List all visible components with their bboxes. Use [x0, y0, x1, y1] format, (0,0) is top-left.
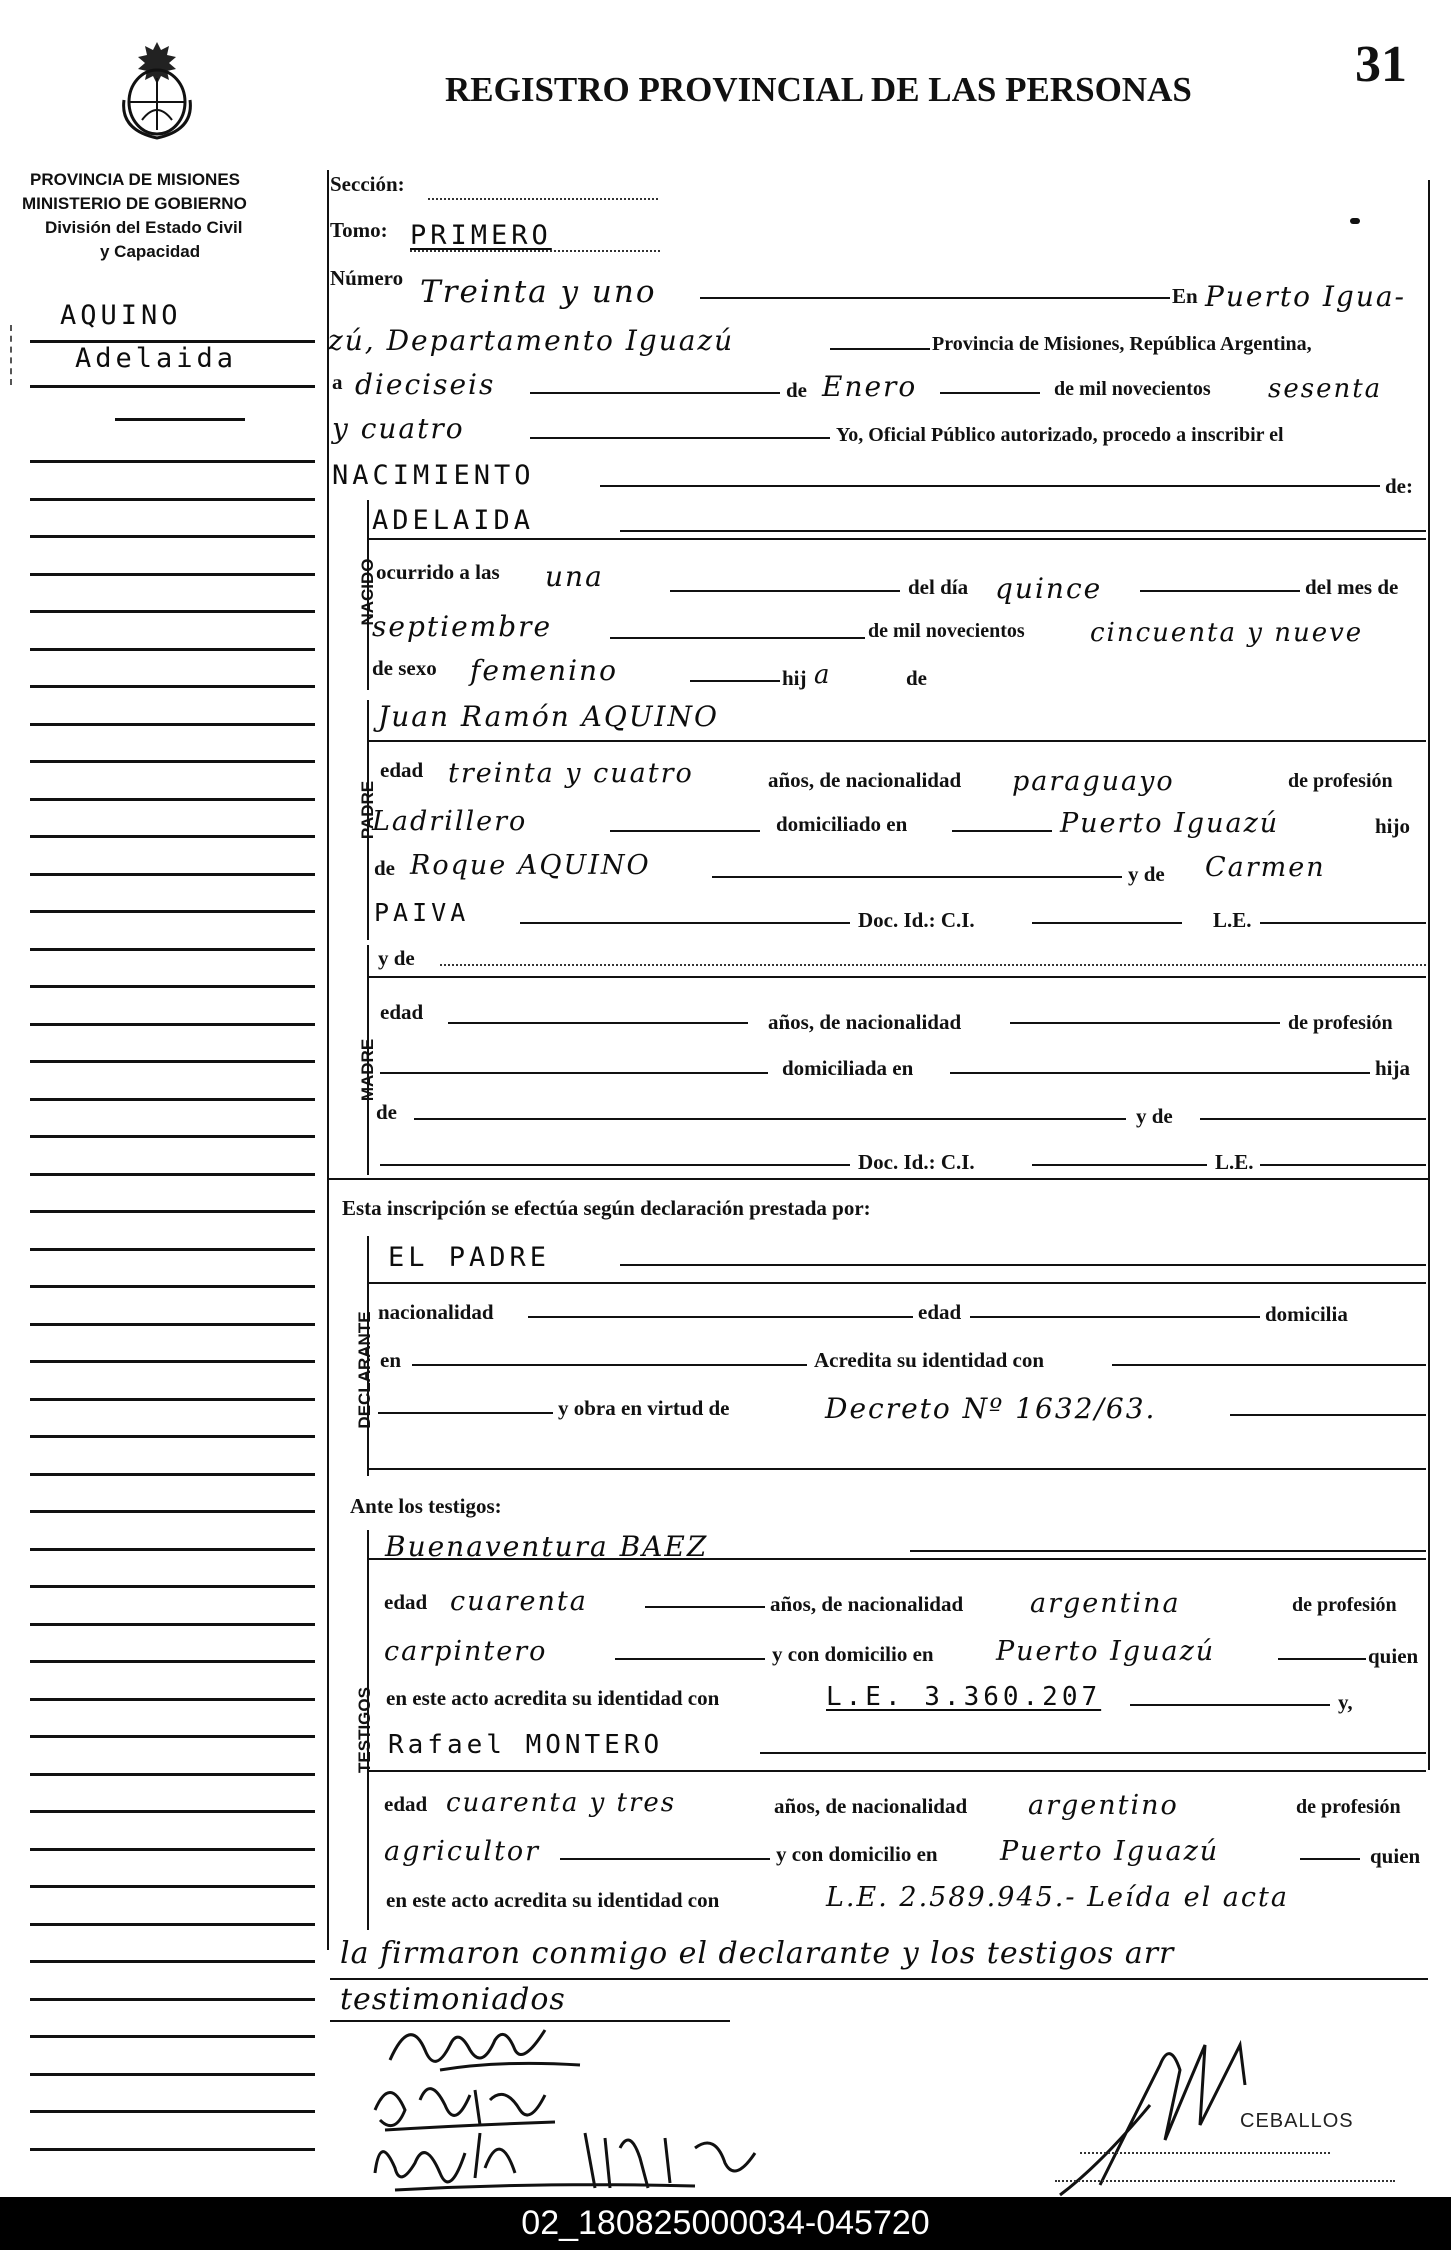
hija-label: hija [1375, 1056, 1411, 1080]
de-label: de [786, 378, 807, 402]
acredita-label: Acredita su identidad con [814, 1348, 1045, 1372]
margin-ruled-line [30, 1773, 315, 1776]
t1-nac-value: argentina [1030, 1588, 1181, 1619]
stamp-text: CEBALLOS [1240, 2110, 1354, 2132]
margin-ruled-line [30, 835, 315, 838]
margin-ruled-line [30, 1360, 315, 1363]
madre-anos-nac-label: años, de nacionalidad [768, 1010, 962, 1034]
margin-ruled-line [30, 1473, 315, 1476]
t1-profesion-label: de profesión [1292, 1594, 1397, 1616]
lugar-line1: Puerto Igua- [1205, 280, 1407, 313]
margin-ruled-line [30, 1135, 315, 1138]
madre-de-label: de [376, 1100, 397, 1124]
en-decl-label: en [380, 1348, 401, 1372]
y-de2-label: y de [378, 946, 415, 970]
margin-ruled-line [30, 1623, 315, 1626]
padre-nac-value: paraguayo [1012, 766, 1175, 797]
margin-ruled-line [30, 1435, 315, 1438]
margin-given-name: Adelaida [75, 343, 238, 374]
margin-ruled-line [30, 760, 315, 763]
y-comma-label: y, [1338, 1690, 1353, 1714]
margin-surname: AQUINO [60, 300, 182, 331]
anio-value-2: y cuatro [332, 412, 465, 445]
margin-ruled-line [30, 1660, 315, 1663]
hij-label: hij [782, 666, 807, 690]
t1-quien-label: quien [1368, 1644, 1419, 1668]
t2-anos-nac-label: años, de nacionalidad [774, 1794, 968, 1818]
margin-ruled-line [30, 2148, 315, 2151]
tipo-value: NACIMIENTO [332, 460, 535, 491]
dia-nac-value: quince [995, 572, 1103, 605]
margin-ruled-line [30, 1510, 315, 1513]
padre-side-label: PADRE [358, 780, 377, 840]
margin-ruled-line [30, 1023, 315, 1026]
t2-profesion-label: de profesión [1296, 1796, 1401, 1818]
abuelo-value: Roque AQUINO [410, 850, 651, 881]
coat-of-arms-seal [112, 30, 202, 140]
province-label: PROVINCIA DE MISIONES [30, 170, 241, 189]
signature-montero [365, 2118, 825, 2203]
padre-edad-value: treinta y cuatro [448, 758, 694, 789]
obra-label: y obra en virtud de [558, 1396, 730, 1420]
margin-ruled-line [30, 873, 315, 876]
doc-id-label: Doc. Id.: C.I. [858, 908, 975, 932]
closing-line-2: testimoniados [340, 1982, 566, 2017]
mes-value: Enero [822, 370, 918, 403]
margin-ruled-line [30, 1173, 315, 1176]
de-colon-label: de: [1385, 474, 1413, 498]
margin-ruled-line [30, 798, 315, 801]
margin-ruled-line [30, 1998, 315, 2001]
margin-ruled-line [30, 723, 315, 726]
t2-edad-label: edad [384, 1792, 428, 1816]
page-title: REGISTRO PROVINCIAL DE LAS PERSONAS [445, 70, 1192, 109]
margin-ruled-line [30, 910, 315, 913]
hij-suffix: a [814, 660, 832, 690]
closing-line-1: la firmaron conmigo el declarante y los testigos arr [340, 1936, 1175, 1971]
provincia-label: Provincia de Misiones, República Argentina, [932, 333, 1312, 355]
yo-oficial-label: Yo, Oficial Público autorizado, procedo a inscribir el [836, 424, 1284, 446]
t2-dom-value: Puerto Iguazú [1000, 1836, 1220, 1867]
madre-le-label: L.E. [1215, 1150, 1254, 1174]
domiciliado-label: domiciliado en [776, 812, 908, 836]
ante-testigos-label: Ante los testigos: [350, 1494, 502, 1518]
t2-acredita-label: en este acto acredita su identidad con [386, 1888, 720, 1912]
madre-profesion-label: de profesión [1288, 1012, 1393, 1034]
t1-edad-value: cuarenta [450, 1586, 588, 1617]
abuela-1-value: Carmen [1205, 852, 1326, 883]
margin-ruled-line [30, 985, 315, 988]
padre-dom-value: Puerto Iguazú [1060, 808, 1280, 839]
page-number: 31 [1355, 36, 1407, 93]
anio-nac-value: cincuenta y nueve [1090, 618, 1364, 648]
tomo-label: Tomo: [330, 218, 388, 242]
ink-mark [1350, 218, 1360, 224]
padre-prof-value: Ladrillero [372, 806, 528, 837]
madre-side-label: MADRE [358, 1038, 377, 1102]
margin-ruled-line [30, 2110, 315, 2113]
nombre-value: ADELAIDA [372, 505, 535, 536]
padre-nombre-value: Juan Ramón AQUINO [378, 700, 719, 733]
capacity-label: y Capacidad [100, 242, 201, 261]
margin-ruled-line [30, 1323, 315, 1326]
margin-ruled-line [30, 1735, 315, 1738]
tomo-value: PRIMERO [410, 220, 552, 251]
anio-value-1: sesenta [1268, 374, 1383, 404]
a-label: a [332, 370, 343, 394]
t2-quien-label: quien [1370, 1844, 1421, 1868]
margin-ruled-line [30, 1398, 315, 1401]
t2-doc-value: L.E. 2.589.945.- Leída el acta [826, 1882, 1289, 1913]
division-label: División del Estado Civil [45, 218, 243, 237]
t1-acredita-label: en este acto acredita su identidad con [386, 1686, 720, 1710]
t1-doc-value: L.E. 3.360.207 [826, 1682, 1102, 1712]
hora-value: una [545, 560, 604, 593]
mes-nac-value: septiembre [372, 610, 553, 643]
margin-ruled-line [30, 573, 315, 576]
margin-ruled-line [30, 460, 315, 463]
margin-ruled-line [30, 1098, 315, 1101]
t2-prof-value: agricultor [384, 1836, 541, 1867]
hijo-label: hijo [1375, 814, 1411, 838]
margin-ruled-line [30, 1210, 315, 1213]
madre-y-de-label: y de [1136, 1104, 1173, 1128]
nacionalidad-label: nacionalidad [378, 1300, 494, 1324]
del-mes-label: del mes de [1305, 575, 1399, 599]
lugar-line2: zú, Departamento Iguazú [328, 324, 735, 357]
de-sexo-label: de sexo [372, 656, 437, 680]
margin-ruled-line [30, 2073, 315, 2076]
de-mil-nov-label: de mil novecientos [1054, 378, 1211, 400]
sexo-value: femenino [470, 654, 618, 687]
margin-ruled-line [30, 1585, 315, 1588]
numero-label: Número [330, 266, 404, 290]
de-mil-nov2-label: de mil novecientos [868, 620, 1025, 642]
t1-anos-nac-label: años, de nacionalidad [770, 1592, 964, 1616]
declarante-value: EL PADRE [388, 1242, 551, 1273]
margin-ruled-line [30, 948, 315, 951]
margin-ruled-line [30, 1923, 315, 1926]
de2-label: de [906, 666, 927, 690]
de-profesion-label: de profesión [1288, 770, 1393, 792]
de3-label: de [374, 856, 395, 880]
t1-edad-label: edad [384, 1590, 428, 1614]
t2-nac-value: argentino [1028, 1790, 1179, 1821]
t1-dom-value: Puerto Iguazú [996, 1636, 1216, 1667]
domiciliada-label: domiciliada en [782, 1056, 914, 1080]
decreto-value: Decreto Nº 1632/63. [825, 1392, 1157, 1425]
margin-ruled-line [30, 1548, 315, 1551]
domicilia-label: domicilia [1265, 1302, 1348, 1326]
le-label: L.E. [1213, 908, 1252, 932]
margin-ruled-line [30, 2035, 315, 2038]
nacido-side-label: NACIDO [358, 558, 377, 626]
seccion-label: Sección: [330, 172, 405, 196]
ocurrido-label: ocurrido a las [376, 560, 500, 584]
margin-ruled-line [30, 1060, 315, 1063]
ministry-label: MINISTERIO DE GOBIERNO [22, 194, 247, 213]
inscripcion-label: Esta inscripción se efectúa según declaración prestada por: [342, 1196, 871, 1220]
y-de-label: y de [1128, 862, 1165, 886]
edad-decl-label: edad [918, 1300, 962, 1324]
margin-ruled-line [30, 1960, 315, 1963]
margin-ruled-line [30, 1698, 315, 1701]
t1-prof-value: carpintero [384, 1636, 548, 1667]
margin-ruled-line [30, 498, 315, 501]
t2-nombre-value: Rafael MONTERO [388, 1730, 664, 1760]
margin-ruled-line [30, 1285, 315, 1288]
t2-edad-value: cuarenta y tres [446, 1788, 677, 1818]
t1-con-domicilio-label: y con domicilio en [772, 1642, 934, 1666]
madre-edad-label: edad [380, 1000, 424, 1024]
margin-ruled-line [30, 1885, 315, 1888]
abuela-2-value: PAIVA [374, 898, 470, 927]
en-label: En [1172, 284, 1198, 308]
margin-ruled-line [30, 535, 315, 538]
numero-value: Treinta y uno [420, 274, 657, 310]
margin-ruled-line [30, 1810, 315, 1813]
del-dia-label: del día [908, 575, 969, 599]
margin-ruled-line [30, 1248, 315, 1251]
footer-id: 02_180825000034-045720 [0, 2197, 1451, 2250]
margin-ruled-line [30, 610, 315, 613]
margin-ruled-line [30, 648, 315, 651]
madre-doc-id-label: Doc. Id.: C.I. [858, 1150, 975, 1174]
anos-nac-label: años, de nacionalidad [768, 768, 962, 792]
edad-label: edad [380, 758, 424, 782]
margin-ruled-line [30, 1848, 315, 1851]
declarante-side-label: DECLARANTE [355, 1311, 374, 1429]
t1-nombre-value: Buenaventura BAEZ [385, 1530, 709, 1563]
dia-value: dieciseis [355, 368, 496, 401]
testigos-side-label: TESTIGOS [355, 1687, 374, 1773]
margin-ruled-line [30, 685, 315, 688]
t2-con-domicilio-label: y con domicilio en [776, 1842, 938, 1866]
